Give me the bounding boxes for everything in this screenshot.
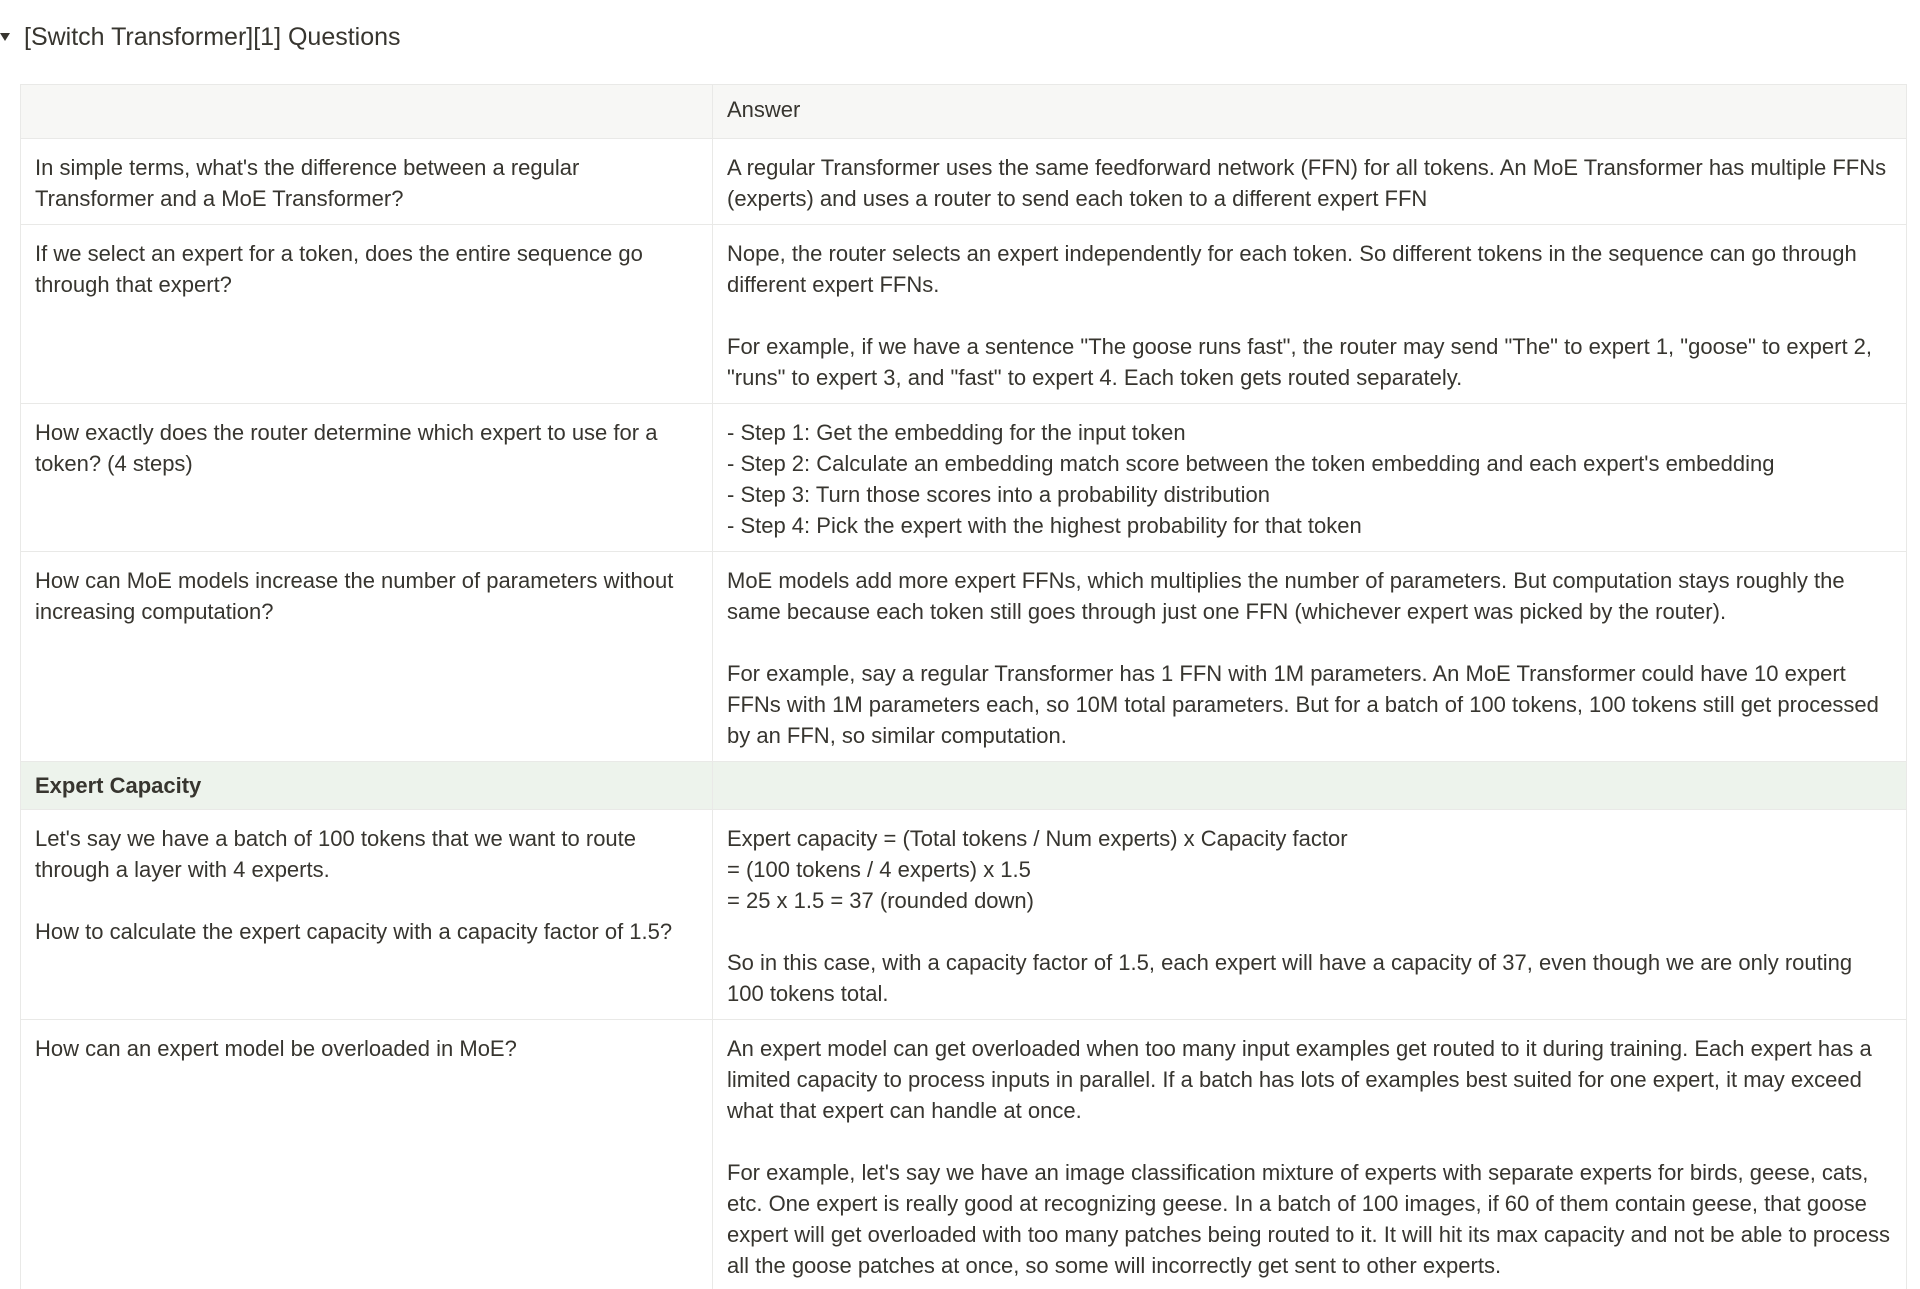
header-cell-question[interactable] — [21, 85, 713, 139]
triangle-down-icon[interactable] — [0, 14, 20, 60]
table-row — [21, 552, 1907, 762]
answer-cell[interactable]: A regular Transformer uses the same feedforward network (FFN) for all tokens. An MoE Transformer has multiple FFNs (experts) and uses a router to send each token to a different expert FFN — [713, 139, 1907, 225]
table-row — [21, 139, 1907, 225]
question-cell[interactable]: How exactly does the router determine which expert to use for a token? (4 steps) — [21, 404, 713, 552]
table-row — [21, 810, 1907, 1020]
section-empty-cell[interactable] — [713, 762, 1907, 810]
question-cell[interactable]: If we select an expert for a token, does the entire sequence go through that expert? — [21, 225, 713, 404]
toggle-title: [Switch Transformer][1] Questions — [24, 23, 401, 51]
table-row — [21, 1020, 1907, 1289]
answer-cell[interactable]: Expert capacity = (Total tokens / Num experts) x Capacity factor = (100 tokens / 4 experts) x 1.5 = 25 x 1.5 = 37 (rounded down) So in this case, with a capacity factor of 1.5, each expert will have a capacity of 37, even though we are only routing 100 tokens total. — [713, 810, 1907, 1020]
question-cell[interactable]: Let's say we have a batch of 100 tokens that we want to route through a layer with 4 experts. How to calculate the expert capacity with a capacity factor of 1.5? — [21, 810, 713, 1020]
question-cell[interactable]: In simple terms, what's the difference between a regular Transformer and a MoE Transformer? — [21, 139, 713, 225]
table-header-row — [21, 85, 1907, 139]
answer-cell[interactable]: - Step 1: Get the embedding for the input token - Step 2: Calculate an embedding match score between the token embedding and each expert's embedding - Step 3: Turn those scores into a probability distribution - Step 4: Pick the expert with the highest probability for that token — [713, 404, 1907, 552]
section-row-expert-capacity — [21, 762, 1907, 810]
question-cell[interactable]: How can an expert model be overloaded in MoE? — [21, 1020, 713, 1289]
table-row — [21, 404, 1907, 552]
answer-cell[interactable]: Nope, the router selects an expert independently for each token. So different tokens in the sequence can go through different expert FFNs. For example, if we have a sentence "The goose runs fast", the router may send "The" to expert 1, "goose" to expert 2, "runs" to expert 3, and "fast" to expert 4. Each token gets routed separately. — [713, 225, 1907, 404]
answer-cell[interactable]: An expert model can get overloaded when too many input examples get routed to it during training. Each expert has a limited capacity to process inputs in parallel. If a batch has lots of examples best suited for one expert, it may exceed what that expert can handle at once. For example, let's say we have an image classification mixture of experts with separate experts for birds, geese, cats, etc. One expert is really good at recognizing geese. In a batch of 100 images, if 60 of them contain geese, that goose expert will get overloaded with too many patches being routed to it. It will hit its max capacity and not be able to process all the goose patches at once, so some will incorrectly get sent to other experts. — [713, 1020, 1907, 1289]
answer-cell[interactable]: MoE models add more expert FFNs, which multiplies the number of parameters. But computation stays roughly the same because each token still goes through just one FFN (whichever expert was picked by the router). For example, say a regular Transformer has 1 FFN with 1M parameters. An MoE Transformer could have 10 expert FFNs with 1M parameters each, so 10M total parameters. But for a batch of 100 tokens, 100 tokens still get processed by an FFN, so similar computation. — [713, 552, 1907, 762]
qa-table — [20, 84, 1907, 1289]
table-row — [21, 225, 1907, 404]
section-label[interactable]: Expert Capacity — [21, 762, 713, 810]
header-cell-answer[interactable]: Answer — [713, 85, 1907, 139]
toggle-block-header[interactable] — [20, 14, 1900, 60]
question-cell[interactable]: How can MoE models increase the number of parameters without increasing computation? — [21, 552, 713, 762]
